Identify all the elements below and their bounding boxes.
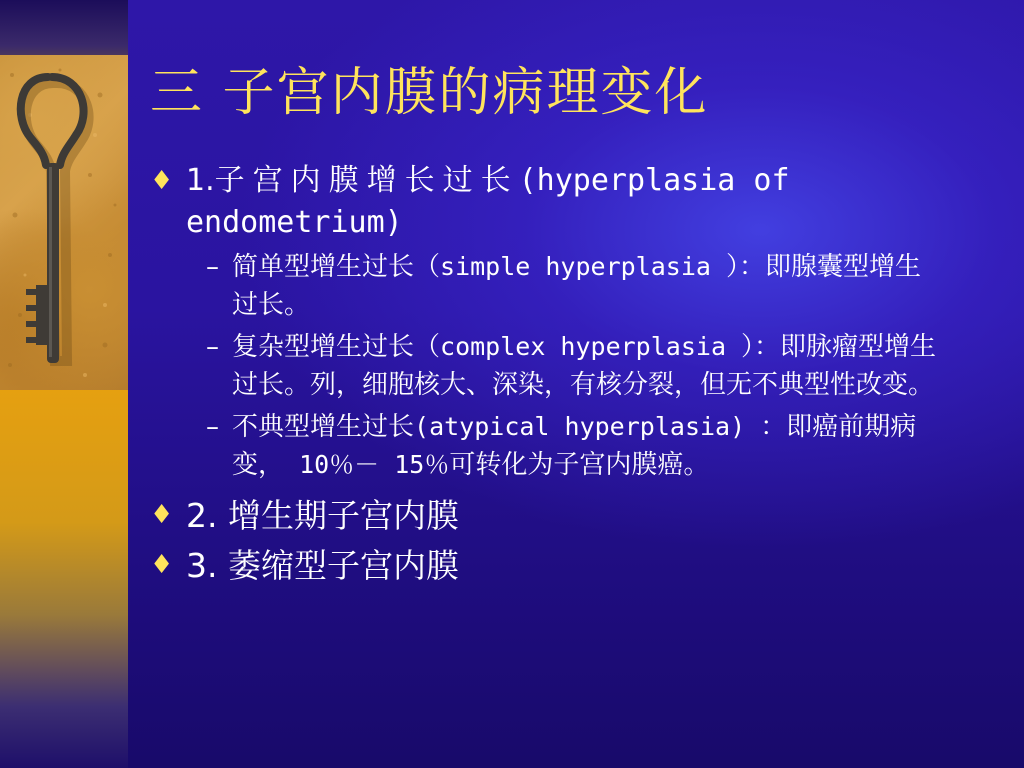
sub-item-percent: 10％－ 15％: [284, 450, 450, 479]
slide-title: 三 子宫内膜的病理变化: [150, 63, 709, 123]
key-photo: [0, 55, 128, 390]
slide-content: [150, 160, 940, 588]
item-text: 2. 增生期子宫内膜: [186, 496, 459, 535]
sub-item-desc: ）：即腺囊型增生过长。: [232, 252, 922, 320]
sub-item-term: (atypical hyperplasia): [414, 412, 761, 441]
item-text: 3. 萎缩型子宫内膜: [186, 546, 459, 585]
sub-item-title: 不典型增生过长: [232, 412, 415, 442]
sub-item: [150, 248, 940, 324]
sub-item: [150, 408, 940, 484]
dash-bullet-icon: –: [206, 412, 219, 442]
sub-item-desc: ）：即脉瘤型增生过长。列，细胞核大、深染，有核分裂，但无不典型性改变。: [232, 332, 937, 400]
sub-item-title: 复杂型增生过长（: [232, 332, 441, 362]
list-item: [150, 544, 940, 588]
dash-bullet-icon: –: [206, 252, 219, 282]
key-icon: [0, 55, 128, 390]
sub-item-title: 简单型增生过长（: [232, 252, 441, 282]
item-term: (hyperplasia of endometrium): [186, 163, 790, 240]
sub-item-term: complex hyperplasia: [440, 332, 742, 361]
dash-bullet-icon: –: [206, 332, 219, 362]
diamond-bullet-icon: ♦: [150, 166, 174, 196]
item-title: 子宫内膜增长过长: [214, 163, 519, 198]
item-number: 1.: [186, 163, 215, 198]
sub-item: [150, 328, 940, 404]
list-item: [150, 494, 940, 538]
sub-item-desc: ：即癌前期病变，: [232, 412, 917, 480]
list-item: [150, 160, 940, 244]
sub-item-desc-end: 可转化为子宫内膜癌。: [449, 450, 710, 480]
sub-item-term: simple hyperplasia: [440, 252, 726, 281]
diamond-bullet-icon: ♦: [150, 500, 174, 530]
diamond-bullet-icon: ♦: [150, 550, 174, 580]
